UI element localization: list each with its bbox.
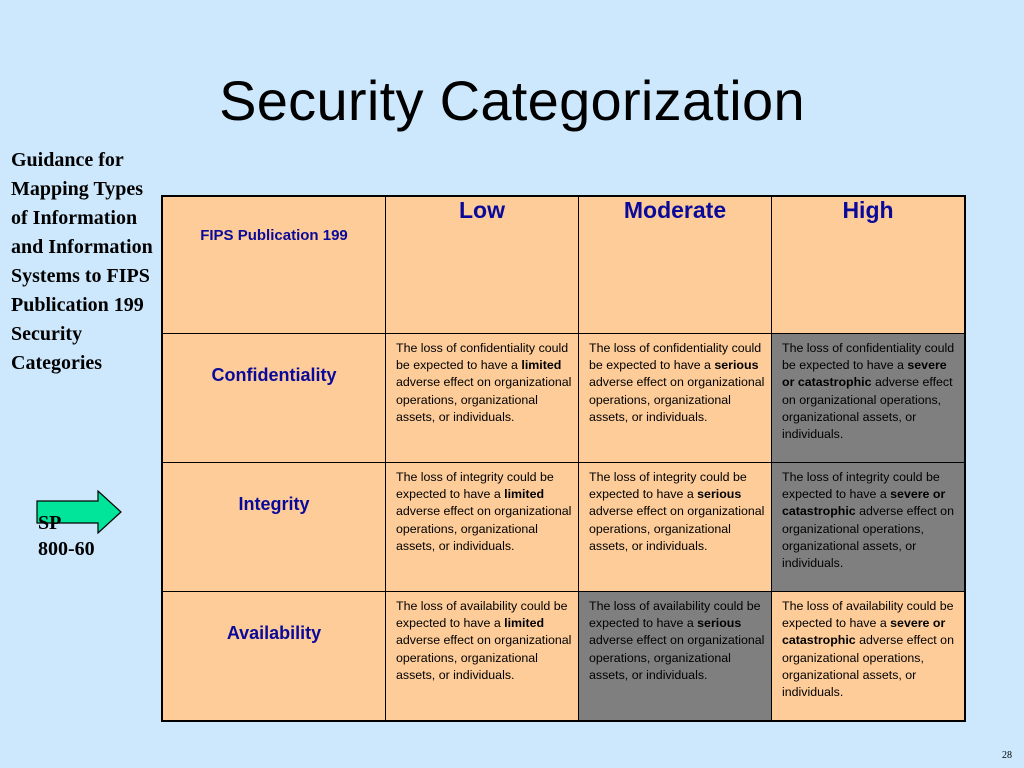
table-cell-highlighted (772, 334, 966, 463)
cell-text: The loss of integrity could be expected to have a severe or catastrophic adverse effect on organizational operations, organizational assets, or individuals. (782, 470, 954, 571)
table-corner-cell (162, 196, 386, 334)
table-row (162, 463, 965, 592)
cell-text: The loss of confidentiality could be expected to have a serious adverse effect on organizational operations, organizational assets, or individuals. (589, 341, 765, 424)
column-label: Moderate (623, 197, 727, 223)
sp-label: SP (38, 512, 62, 534)
row-header-availability (162, 592, 386, 722)
cell-text: The loss of availability could be expected to have a limited adverse effect on organizational operations, organizational assets, or individuals. (396, 599, 572, 682)
categorization-table (161, 195, 966, 722)
column-header-moderate (579, 196, 772, 334)
table-row (162, 334, 965, 463)
table-cell-highlighted (772, 463, 966, 592)
row-label: Availability (226, 623, 322, 643)
guidance-text: Guidance for Mapping Types of Information and Information Systems to FIPS Publication 199 Security Categories (11, 149, 153, 374)
slide-title: Security Categorization (219, 69, 805, 132)
column-label: High (842, 197, 894, 223)
cell-text: The loss of confidentiality could be expected to have a severe or catastrophic adverse effect on organizational operations, organizational assets, or individuals. (782, 341, 955, 442)
table-cell-highlighted (579, 592, 772, 722)
cell-text: The loss of integrity could be expected to have a serious adverse effect on organizational operations, organizational assets, or individuals. (589, 470, 765, 553)
cell-text: The loss of availability could be expected to have a serious adverse effect on organizational operations, organizational assets, or individuals. (589, 599, 765, 682)
sp-number-label: 800-60 (38, 538, 95, 560)
table-cell (386, 334, 579, 463)
table-cell (772, 592, 966, 722)
table-header-row (162, 196, 965, 334)
fips-publication-label: FIPS Publication 199 (200, 227, 348, 244)
sp-800-60-label (38, 510, 95, 562)
row-header-confidentiality (162, 334, 386, 463)
row-header-integrity (162, 463, 386, 592)
page-number: 28 (1002, 750, 1012, 761)
table-cell (386, 463, 579, 592)
cell-text: The loss of confidentiality could be expected to have a limited adverse effect on organizational operations, organizational assets, or individuals. (396, 341, 572, 424)
column-label: Low (459, 197, 505, 223)
table-cell (579, 334, 772, 463)
column-header-low (386, 196, 579, 334)
table-cell (579, 463, 772, 592)
column-header-high (772, 196, 966, 334)
table-row (162, 592, 965, 722)
row-label: Integrity (238, 494, 310, 514)
cell-text: The loss of availability could be expected to have a severe or catastrophic adverse effect on organizational operations, organizational assets, or individuals. (782, 599, 954, 700)
cell-text: The loss of integrity could be expected to have a limited adverse effect on organizational operations, organizational assets, or individuals. (396, 470, 572, 553)
table-cell (386, 592, 579, 722)
row-label: Confidentiality (211, 365, 337, 385)
